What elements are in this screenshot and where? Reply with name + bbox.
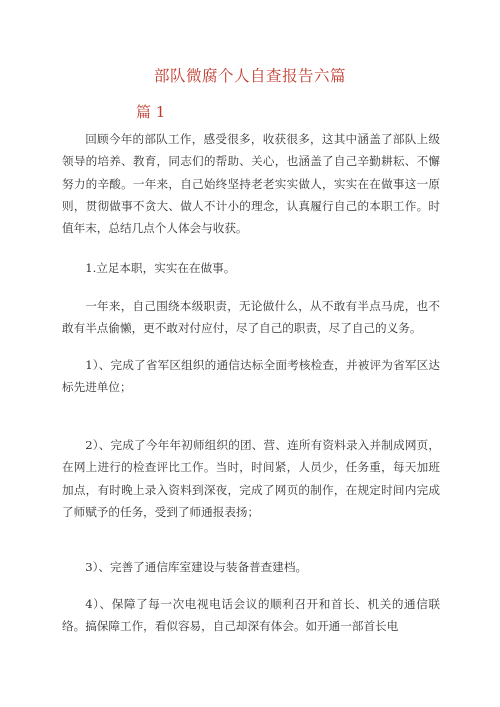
paragraph-text: 回顾今年的部队工作，感受很多，收获很多，这其中涵盖了部队上级领导的培养、教育，同志们的帮助、关心，也涵盖了自己辛勤耕耘、不懈努力的辛酸。一年来，自己始终坚持老老实实做人，实实在在做事这一原则，贯彻做事不贪大、做人不计小的理念，认真履行自己的本职工作。时值年末，总结几点个人体会与收获。 [62, 132, 440, 236]
paragraph-item-3 [62, 556, 440, 578]
paragraph-duty [62, 295, 440, 340]
section-heading: 篇 1 [136, 103, 166, 121]
paragraph-item-4 [62, 593, 440, 638]
document-title: 部队微腐个人自查报告六篇 [153, 67, 346, 85]
paragraph-text: 1）、完成了省军区组织的通信达标全面考核检查，并被评为省军区达标先进单位； [62, 358, 440, 395]
paragraph-text: 4）、保障了每一次电视电话会议的顺利召开和首长、机关的通信联络。搞保障工作，看似容易，自己却深有体会。如开通一部首长电 [62, 597, 440, 634]
paragraph-text: 3）、完善了通信库室建设与装备普查建档。 [85, 560, 308, 574]
paragraph-text: 1.立足本职，实实在在做事。 [85, 261, 236, 275]
paragraph-item-2 [62, 434, 440, 523]
paragraph-item-1 [62, 354, 440, 399]
paragraph-intro [62, 128, 440, 239]
paragraph-text: 2）、完成了今年年初师组织的团、营、连所有资料录入并制成网页，在网上进行的检查评比工作。当时，时间紧，人员少，任务重，每天加班加点，有时晚上录入资料到深夜，完成了网页的制作，在规定时间内完成了师赋予的任务，受到了师通报表扬； [62, 438, 440, 519]
paragraph-text: 一年来，自己围绕本级职责，无论做什么，从不敢有半点马虎，也不敢有半点偷懒，更不敢对付应付，尽了自己的职责，尽了自己的义务。 [62, 299, 440, 336]
paragraph-point-1 [62, 257, 440, 279]
